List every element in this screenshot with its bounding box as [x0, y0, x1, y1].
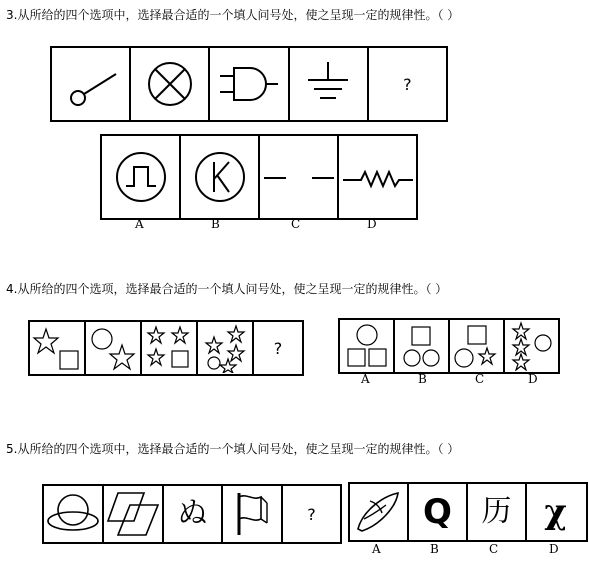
q3-label-d: D: [367, 217, 377, 231]
three-stars-square-icon: [142, 323, 196, 373]
q3-option-d[interactable]: [339, 136, 416, 218]
q3-seq-2: [131, 48, 210, 120]
li-glyph: 历: [481, 494, 512, 529]
q5-label-c: C: [489, 542, 499, 556]
q4-label-a: A: [361, 372, 370, 386]
q3-options: [100, 134, 418, 220]
q4-label-d: D: [528, 372, 538, 386]
nu-glyph: ぬ: [177, 496, 208, 531]
k-circle-icon: [185, 142, 255, 212]
circle-star-icon: [86, 323, 140, 373]
q4-option-a[interactable]: [340, 320, 395, 372]
q5-seq-5: [283, 486, 340, 542]
resistor-zigzag-icon: [339, 142, 416, 212]
and-gate-symbol-icon: [214, 54, 284, 114]
q5-title: 5.从所给的四个选项中，选择最合适的一个填人问号处，使之呈现一定的规律性。（ ）: [6, 442, 460, 456]
q4-seq-2: [86, 322, 142, 374]
switch-symbol-icon: [56, 54, 126, 114]
q4-label-b: B: [418, 372, 427, 386]
broken-line-icon: [260, 142, 337, 212]
q5-seq-2: [104, 486, 164, 542]
q4-seq-1: [30, 322, 86, 374]
q5-label-a: A: [372, 542, 381, 556]
q4-seq-4: [198, 322, 254, 374]
q3-label-a: A: [135, 217, 144, 231]
q3-seq-1: [52, 48, 131, 120]
circle-on-ellipse-icon: [44, 487, 102, 541]
q4-seq-5: [254, 322, 302, 374]
q5-seq-1: [44, 486, 104, 542]
four-stars-circle-icon: [198, 323, 252, 373]
overlapping-parallelograms-icon: [104, 487, 162, 541]
q3-option-b[interactable]: [181, 136, 260, 218]
lamp-symbol-icon: [135, 54, 205, 114]
q-glyph: Q: [423, 492, 452, 532]
q5-option-a[interactable]: [350, 484, 409, 540]
question-mark: ?: [403, 74, 412, 94]
q5-label-b: B: [430, 542, 439, 556]
q3-seq-3: [210, 48, 289, 120]
q5-seq-4: [223, 486, 283, 542]
square-circle-star-icon: [450, 321, 503, 371]
leaf-shape-icon: [350, 485, 407, 539]
q3-label-c: C: [291, 217, 301, 231]
q5-seq-3: [164, 486, 223, 542]
q3-option-a[interactable]: [102, 136, 181, 218]
q3-sequence: [50, 46, 448, 122]
q4-seq-3: [142, 322, 198, 374]
question-mark: ?: [273, 338, 283, 358]
square-two-circles-icon: [395, 321, 448, 371]
q4-title: 4.从所给的四个选项，选择最合适的一个填人问号处，使之呈现一定的规律性。（ ）: [6, 282, 448, 296]
q3-seq-4: [290, 48, 369, 120]
q3-title: 3.从所给的四个选项中，选择最合适的一个填人问号处，使之呈现一定的规律性。（ ）: [6, 8, 460, 22]
flag-icon: [223, 487, 281, 541]
circle-two-squares-icon: [340, 321, 393, 371]
q4-label-c: C: [475, 372, 485, 386]
q5-label-d: D: [549, 542, 559, 556]
three-stars-circle-icon: [505, 321, 558, 371]
ground-symbol-icon: [293, 54, 363, 114]
q3-option-c[interactable]: [260, 136, 339, 218]
q5-option-b[interactable]: [409, 484, 468, 540]
q3-seq-5: [369, 48, 446, 120]
q4-options: [338, 318, 560, 374]
q5-sequence: [42, 484, 342, 544]
q4-option-d[interactable]: [505, 320, 558, 372]
q3-label-b: B: [211, 217, 220, 231]
q5-options: [348, 482, 588, 542]
q4-sequence: [28, 320, 304, 376]
q5-option-c[interactable]: [468, 484, 527, 540]
star-square-icon: [30, 323, 84, 373]
q5-option-d[interactable]: [527, 484, 584, 540]
chi-glyph: χ: [544, 492, 567, 532]
pulse-circle-icon: [106, 142, 176, 212]
q4-option-c[interactable]: [450, 320, 505, 372]
q4-option-b[interactable]: [395, 320, 450, 372]
question-mark: ?: [307, 504, 316, 524]
